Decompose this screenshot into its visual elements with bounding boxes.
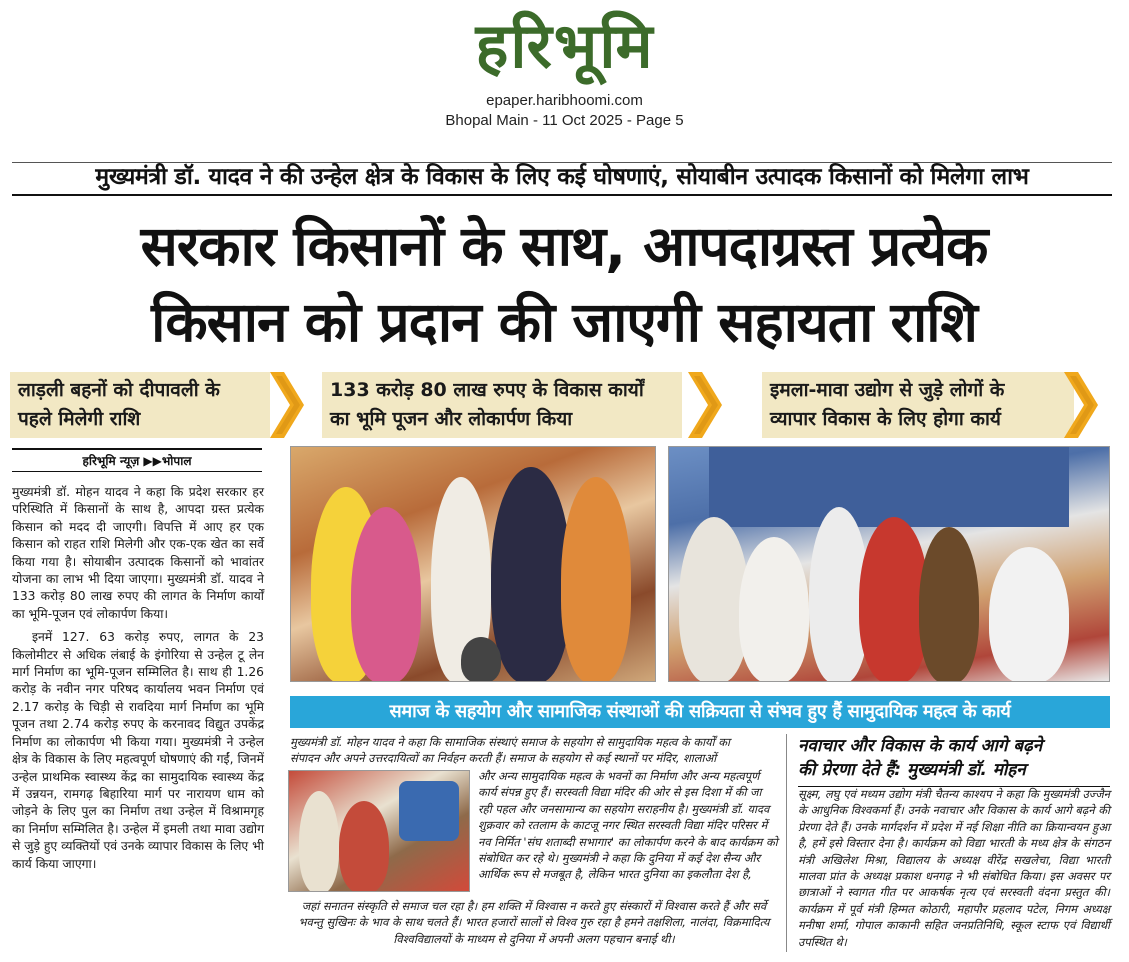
kicker-text: मुख्यमंत्री डॉ. यादव ने की उन्हेल क्षेत्र के विकास के लिए कई घोषणाएं, सोयाबीन उत्पादक किसानों को मिलेगा लाभ xyxy=(95,164,1029,190)
newspaper-logo[interactable]: हरिभूमि xyxy=(475,9,655,82)
article-paragraph-2: इनमें 127. 63 करोड़ रुपए, लागत के 23 किलोमीटर से अधिक लंबाई के इंगोरिया से उन्हेल टू लेन मार्ग निर्माण का भूमि-पूजन सम्मिलित है। साथ ही 1.26 करोड़ के नवीन नगर परिषद कार्यालय भवन निर्माण एवं 2.17 करोड़ के चिड़ी से रावदिया मार्ग निर्माण का भूमि पूजन तथा 2.74 करोड़ रुपए के करनावद विद्युत उपकेंद्र निर्माण का लोकार्पण भी किया गया। मुख्यमंत्री ने उन्हेल क्षेत्र के विकास के लिए महत्वपूर्ण घोषणाएं की गईं, जिनमें उन्हेल प्राथमिक स्वास्थ्य केंद्र का सामुदायिक स्वास्थ्य केंद्र में उन्नयन, रामगढ़ बिहारिया मार्ग पर नारायण धाम को जोड़ने के लिए पुल का निर्माण तथा उन्हेल में विश्रामगृह का निर्माण सम्मिलित है। उन्हेल में इमली तथा मावा उद्योग से जुड़े हुए व्यक्तियों एवं उनके व्यापार विकास के लिए भी कार्य किया जाएगा। xyxy=(12,630,264,871)
byline: हरिभूमि न्यूज़ ▶▶भोपाल xyxy=(12,448,262,472)
right-heading-line-1: नवाचार और विकास के कार्य आगे बढ़ने xyxy=(798,736,1043,756)
main-headline xyxy=(14,208,1114,360)
kicker xyxy=(12,160,1112,196)
headline-line-2: किसान को प्रदान की जाएगी सहायता राशि xyxy=(151,290,977,354)
chevron-right-icon xyxy=(688,372,724,438)
mid-article-line-1: मुख्यमंत्री डॉ. मोहन यादव ने कहा कि सामाजिक संस्थाएं समाज के सहयोग से सामुदायिक महत्व के कार्यों का xyxy=(290,735,730,749)
column-divider xyxy=(786,734,787,952)
subhead-3-line-1: इमला-मावा उद्योग से जुड़े लोगों के xyxy=(770,379,1005,401)
site-url[interactable]: epaper.haribhoomi.com xyxy=(486,92,643,109)
photo-auditorium-inauguration[interactable] xyxy=(288,770,470,892)
subhead-2-line-2: का भूमि पूजन और लोकार्पण किया xyxy=(330,408,573,430)
right-article-body: सूक्ष्म, लघु एवं मध्यम उद्योग मंत्री चैतन्य काश्यप ने कहा कि मुख्यमंत्री उज्जैन के आधुनिक विश्वकर्मा हैं। उनके नवाचार और विकास के कार्य आगे बढ़ने की प्रेरणा देते हैं। उनके मार्गदर्शन में प्रदेश में नई शिक्षा नीति का क्रियान्वयन हुआ है, हमें इसे विस्तार देना है। कार्यक्रम को विद्या भारती के मध्य क्षेत्र के संगठन मंत्री अखिलेश मिश्रा, विद्यालय के अध्यक्ष वीरेंद्र सखलेचा, विद्या भारती मालवा प्रांत के अध्यक्ष प्रकाश धनगढ़ ने भी संबोधित किया। इस अवसर पर छात्राओं ने स्वागत गीत पर आकर्षक नृत्य एवं सरस्वती वंदना प्रस्तुत की। कार्यक्रम में पूर्व मंत्री हिम्मत कोठारी, महापौर प्रहलाद पटेल, निगम अध्यक्ष मनीषा शर्मा, गोपाल काकानी सहित जनप्रतिनिधि, स्कूल स्टाफ एवं विद्यार्थी उपस्थित थे। xyxy=(798,787,1110,949)
right-article-heading xyxy=(798,734,1110,787)
chevron-right-icon xyxy=(270,372,306,438)
chevron-right-icon xyxy=(1064,372,1100,438)
masthead xyxy=(0,0,1129,140)
mid-article-bottom: जहां सनातन संस्कृति से समाज चल रहा है। हम शक्ति में विश्वास न करते हुए संस्कारों में विश्वास करते हैं और सर्वे भवन्तु सुखिनः के भाव के साथ चलते हैं। भारत हजारों सालों से विश्व गुरु रहा है हमने तक्षशिला, नालंदा, विक्रमादित्य विश्वविद्यालयों के माध्यम से दुनिया में अपनी अलग पहचान बनाई थी। xyxy=(298,899,770,946)
mid-article-wrap: और अन्य सामुदायिक महत्व के भवनों का निर्माण और अन्य महत्वपूर्ण कार्य संपन्न हुए हैं। सरस्वती विद्या मंदिर की ओर से इस दिशा में की जा रही पहल और जनसामान्य का सहयोग सराहनीय है। मुख्यमंत्री डॉ. यादव शुक्रवार को रतलाम के काटजू नगर स्थित सरस्वती विद्या मंदिर परिसर में नव निर्मित 'संघ शताब्दी सभागार' का लोकार्पण करने के बाद कार्यक्रम को संबोधित कर रहे थे। मुख्यमंत्री ने कहा कि दुनिया में कई देश सैन्य और आर्थिक रूप से मजबूत है, लेकिन भारत दुनिया का इकलौता देश है, xyxy=(478,769,778,882)
headline-line-1: सरकार किसानों के साथ, आपदाग्रस्त प्रत्येक xyxy=(140,214,988,278)
photo-felicitation[interactable] xyxy=(668,446,1110,682)
left-column-article xyxy=(12,484,264,873)
article-paragraph-1: मुख्यमंत्री डॉ. मोहन यादव ने कहा कि प्रदेश सरकार हर परिस्थिति में किसानों के साथ है, आपदा ग्रस्त प्रत्येक किसान को मदद दी जाएगी। विपत्ति में आए हर एक किसान को राहत राशि मिलेगी और एक-एक खेत का सर्वे किया गया है। सोयाबीन उत्पादक किसानों को भावांतर योजना का लाभ भी दिया जाएगा। मुख्यमंत्री डॉ. यादव ने 133 करोड़ 80 लाख रुपए की लागत के निर्माण कार्यों का भूमि-पूजन एवं लोकार्पण किया। xyxy=(12,485,264,621)
subhead-1-line-1: लाड़ली बहनों को दीपावली के xyxy=(18,379,220,401)
subhead-1-line-2: पहले मिलेगी राशि xyxy=(18,408,141,430)
mid-article-top xyxy=(290,734,778,767)
right-heading-line-2: की प्रेरणा देते हैं: मुख्यमंत्री डॉ. मोहन xyxy=(798,760,1026,780)
subhead-2 xyxy=(322,372,682,438)
subhead-2-line-1: 133 करोड़ 80 लाख रुपए के विकास कार्यों xyxy=(330,379,644,401)
subhead-1 xyxy=(10,372,270,438)
photo-bhoomi-pujan[interactable] xyxy=(290,446,656,682)
subhead-3 xyxy=(762,372,1074,438)
subhead-3-line-2: व्यापार विकास के लिए होगा कार्य xyxy=(770,408,1001,430)
edition-info: Bhopal Main - 11 Oct 2025 - Page 5 xyxy=(445,112,684,129)
mid-article-line-2: संपादन और अपने उत्तरदायित्वों का निर्वहन करती हैं। समाज के सहयोग से कई स्थानों पर मंदिर, शालाओं xyxy=(290,751,717,766)
section-band-title: समाज के सहयोग और सामाजिक संस्थाओं की सक्रियता से संभव हुए हैं सामुदायिक महत्व के कार्य xyxy=(290,696,1110,728)
